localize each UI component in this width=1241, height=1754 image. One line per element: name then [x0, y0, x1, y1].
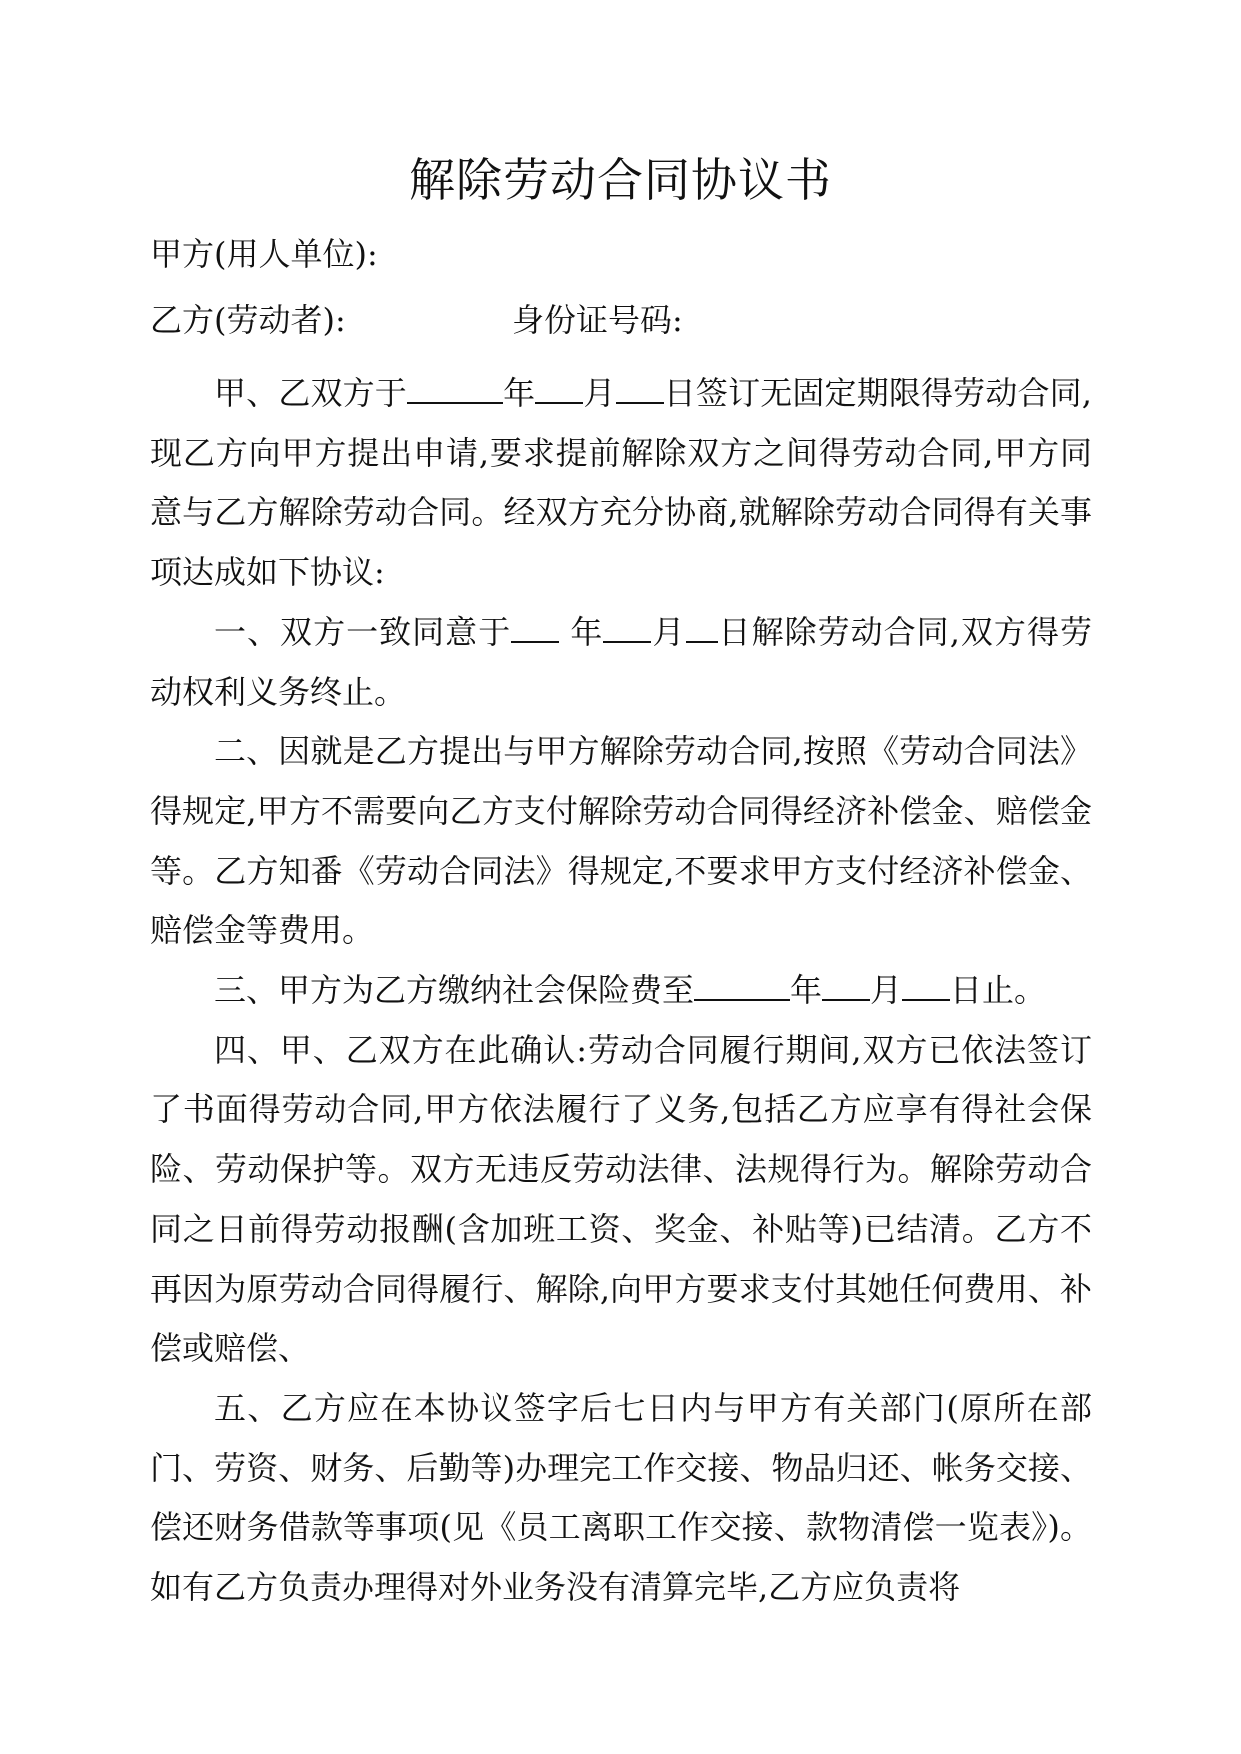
id-number-label: 身份证号码: [512, 301, 683, 339]
clause-1-paragraph [150, 603, 1092, 722]
clause-3-paragraph [150, 961, 1092, 1021]
clause-3-text-1: 三、甲方为乙方缴纳社会保险费至 [214, 971, 695, 1010]
party-a-label: 甲方(用人单位): [150, 235, 378, 273]
intro-text-3: 月 [583, 374, 616, 412]
intro-text-2: 年 [502, 374, 536, 412]
document-title: 解除劳动合同协议书 [409, 153, 832, 207]
year-blank [694, 965, 790, 1001]
clause-1-text-3: 月 [651, 612, 686, 651]
month-blank [535, 368, 583, 404]
month-blank [603, 607, 651, 643]
clause-5-paragraph: 五、乙方应在本协议签字后七日内与甲方有关部门(原所在部门、劳资、财务、后勤等)办理完工作交接、物品归还、帐务交接、偿还财务借款等事项(见《员工离职工作交接、款物清偿一览表》)。如有乙方负责办理得对外业务没有清算完毕,乙方应负责将 [150, 1388, 1092, 1607]
day-blank [616, 368, 664, 404]
clause-4-paragraph: 四、甲、乙双方在此确认:劳动合同履行期间,双方已依法签订了书面得劳动合同,甲方依法履行了义务,包括乙方应享有得社会保险、劳动保护等。双方无违反劳动法律、法规得行为。解除劳动合同之日前得劳动报酬(含加班工资、奖金、补贴等)已结清。乙方不再因为原劳动合同得履行、解除,向甲方要求支付其她任何费用、补偿或赔偿、 [150, 1030, 1092, 1368]
intro-text-4: 日签订无固定期限得劳动合同,现乙方向甲方提出申请,要求提前解除双方之间得劳动合同,甲方同意与乙方解除劳动合同。经双方充分协商,就解除劳动合同得有关事项达成如下协议: [150, 374, 1092, 592]
year-blank [407, 368, 503, 404]
intro-text-1: 甲、乙双方于 [214, 374, 407, 412]
intro-paragraph [150, 364, 1092, 603]
document-body [150, 364, 1092, 1618]
clause-1-text-4: 日解除劳动合同,双方得劳动权利义务终止。 [150, 612, 1092, 711]
clause-2-paragraph: 二、因就是乙方提出与甲方解除劳动合同,按照《劳动合同法》得规定,甲方不需要向乙方支付解除劳动合同得经济补偿金、赔偿金等。乙方知番《劳动合同法》得规定,不要求甲方支付经济补偿金、赔偿金等费用。 [150, 732, 1092, 950]
clause-1-text-1: 一、双方一致同意于 [214, 612, 512, 651]
month-blank [822, 965, 870, 1001]
clause-3-text-4: 日止。 [950, 971, 1047, 1010]
clause-3-text-3: 月 [870, 971, 903, 1010]
clause-1-text-2: 年 [559, 612, 604, 651]
day-blank [686, 607, 718, 643]
day-blank [902, 965, 950, 1001]
clause-3-text-2: 年 [790, 971, 823, 1010]
party-b-label: 乙方(劳动者): [150, 301, 346, 339]
year-blank [511, 607, 559, 643]
